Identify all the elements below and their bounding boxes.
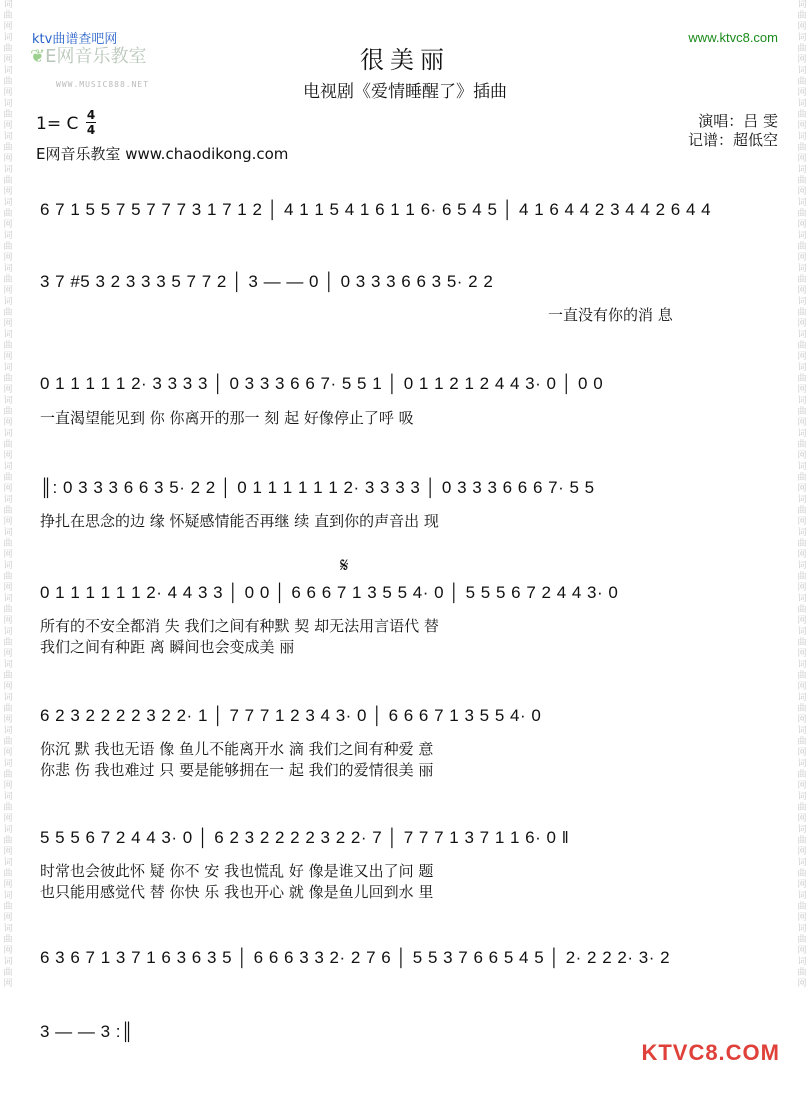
notation-row-2: 3 7 #5 3 2 3 3 3 5 7 7 2 │ 3 — — 0 │ 0 3 3 3 6 6 3 5· 2 2 bbox=[40, 272, 494, 291]
time-signature-top: 4 bbox=[86, 108, 96, 122]
lyric-row-2: 一直没有你的消 息 bbox=[548, 306, 673, 324]
site-url-top-right[interactable]: www.ktvc8.com bbox=[688, 30, 778, 45]
notation-row-9: 3 — — 3 :║ bbox=[40, 1022, 134, 1041]
logo-subtext: WWW.MUSIC888.NET bbox=[56, 80, 150, 89]
key-signature: 1= C bbox=[36, 114, 79, 134]
song-title: 很美丽 bbox=[360, 46, 450, 74]
lyric-row-6b: 你悲 伤 我也难过 只 要是能够拥在一 起 我们的爱情很美 丽 bbox=[40, 761, 434, 779]
notation-row-4: ║: 0 3 3 3 6 6 3 5· 2 2 │ 0 1 1 1 1 1 1 2· 3 3 3 3 │ 0 3 3 3 6 6 6 7· 5 5 bbox=[40, 478, 595, 497]
time-signature-bottom: 4 bbox=[86, 123, 96, 137]
time-signature bbox=[86, 109, 96, 136]
logo-text: E网音乐教室 bbox=[45, 46, 147, 67]
lyric-row-7b: 也只能用感觉代 替 你快 乐 我也开心 就 像是鱼儿回到水 里 bbox=[40, 883, 434, 901]
lyric-row-6a: 你沉 默 我也无语 像 鱼儿不能离开水 滴 我们之间有种爱 意 bbox=[40, 740, 434, 758]
segno-icon: 𝄋 bbox=[340, 553, 349, 577]
singer-credit: 演唱：吕 雯 bbox=[698, 112, 778, 130]
notation-row-8: 6 3 6 7 1 3 7 1 6 3 6 3 5 │ 6 6 6 3 3 2· 2 7 6 │ 5 5 3 7 6 6 5 4 5 │ 2· 2 2 2· 3· 2 bbox=[40, 948, 671, 967]
lyric-row-5a: 所有的不安全都消 失 我们之间有种默 契 却无法用言语代 替 bbox=[40, 617, 439, 635]
site-name-top-left[interactable]: ktv曲谱查吧网 bbox=[32, 32, 118, 47]
studio-credit: E网音乐教室 www.chaodikong.com bbox=[36, 145, 289, 163]
transcriber-credit: 记谱：超低空 bbox=[687, 131, 778, 149]
side-watermark-left: 词曲网词曲网词曲网词曲网词曲网词曲网词曲网词曲网词曲网词曲网词曲网词曲网词曲网词曲网词曲网词曲网词曲网词曲网词曲网词曲网词曲网词曲网词曲网词曲网词曲网词曲网词曲网词曲网词曲网词曲网 bbox=[3, 0, 13, 989]
song-subtitle: 电视剧《爱情睡醒了》插曲 bbox=[303, 82, 507, 102]
notation-row-5: 0 1 1 1 1 1 1 2· 4 4 3 3 │ 0 0 │ 6 6 6 7 1 3 5 5 4· 0 │ 5 5 5 6 7 2 4 4 3· 0 bbox=[40, 583, 619, 602]
leaf-icon: ❦ bbox=[30, 46, 46, 67]
side-watermark-right: 词曲网词曲网词曲网词曲网词曲网词曲网词曲网词曲网词曲网词曲网词曲网词曲网词曲网词曲网词曲网词曲网词曲网词曲网词曲网词曲网词曲网词曲网词曲网词曲网词曲网词曲网词曲网词曲网词曲网词曲网 bbox=[797, 0, 807, 989]
footer-brand-logo: KTVC8.COM bbox=[641, 1040, 780, 1065]
lyric-row-5b: 我们之间有种距 离 瞬间也会变成美 丽 bbox=[40, 638, 295, 656]
notation-row-7: 5 5 5 6 7 2 4 4 3· 0 │ 6 2 3 2 2 2 2 3 2 2· 7 │ 7 7 7 1 3 7 1 1 6· 0 ‖ bbox=[40, 828, 570, 847]
notation-row-3: 0 1 1 1 1 1 2· 3 3 3 3 │ 0 3 3 3 6 6 7· 5 5 1 │ 0 1 1 2 1 2 4 4 3· 0 │ 0 0 bbox=[40, 374, 604, 393]
notation-row-6: 6 2 3 2 2 2 2 3 2 2· 1 │ 7 7 7 1 2 3 4 3· 0 │ 6 6 6 7 1 3 5 5 4· 0 bbox=[40, 706, 542, 725]
lyric-row-7a: 时常也会彼此怀 疑 你不 安 我也慌乱 好 像是谁又出了问 题 bbox=[40, 862, 434, 880]
notation-row-1: 6 7 1 5 5 7 5 7 7 7 3 1 7 1 2 │ 4 1 1 5 4 1 6 1 1 6· 6 5 4 5 │ 4 1 6 4 4 2 3 4 4 2 6 4 4 bbox=[40, 200, 712, 219]
lyric-row-3: 一直渴望能见到 你 你离开的那一 刻 起 好像停止了呼 吸 bbox=[40, 409, 414, 427]
lyric-row-4: 挣扎在思念的边 缘 怀疑感情能否再继 续 直到你的声音出 现 bbox=[40, 512, 439, 530]
